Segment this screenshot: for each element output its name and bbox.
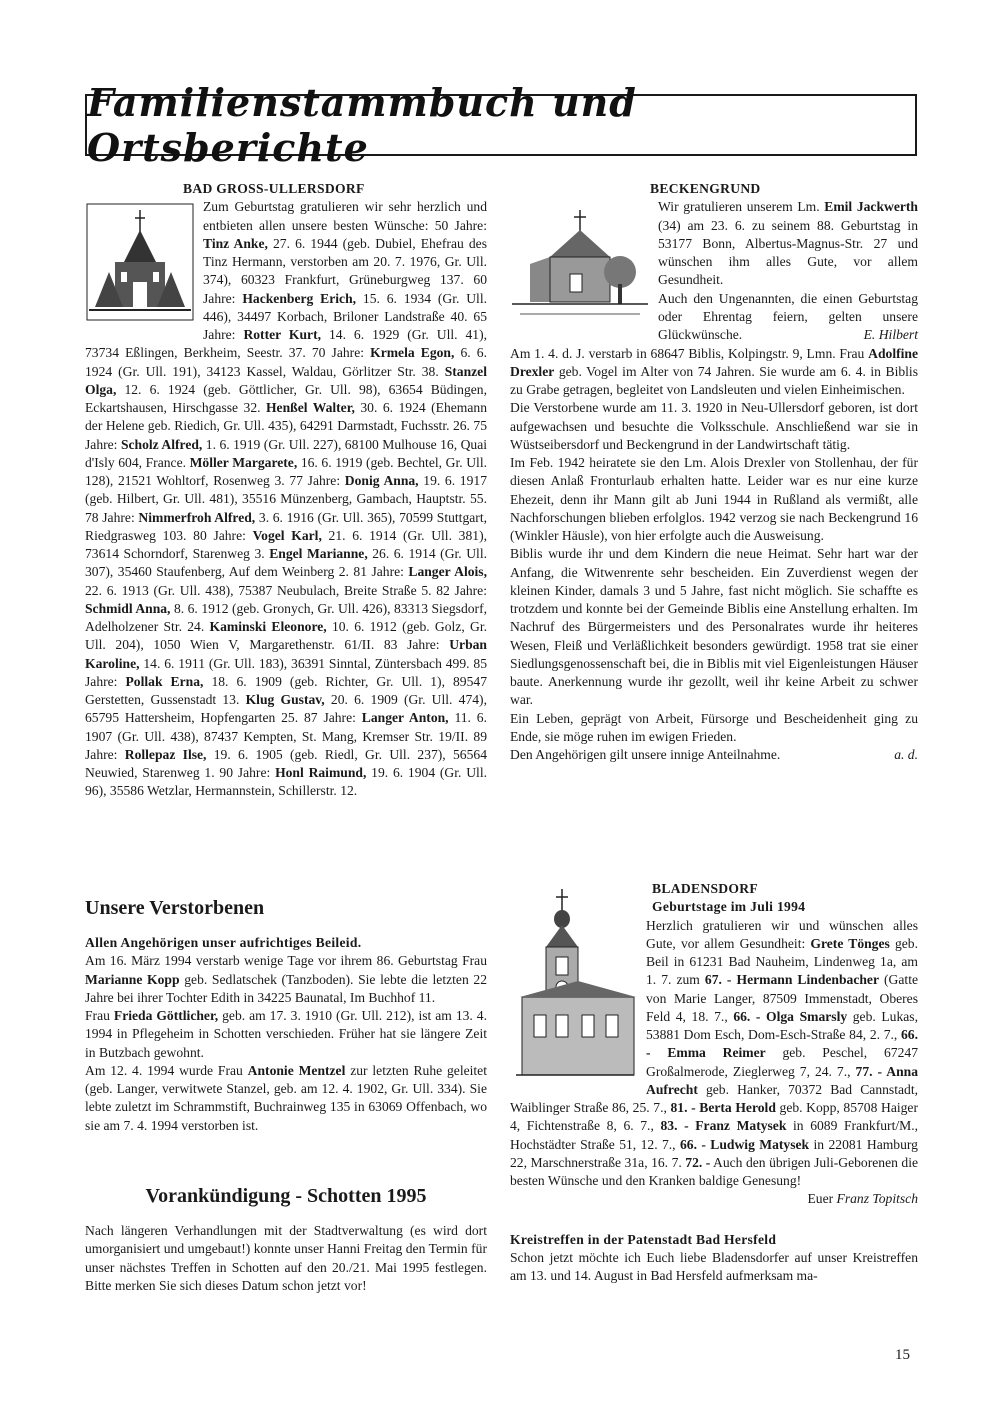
kreistreffen-text: Schon jetzt möchte ich Euch liebe Bladensdorfer auf unser Kreistreffen am 13. und 14. August in Bad Hersfeld aufmerksam ma- xyxy=(510,1249,918,1283)
section-bladensdorf xyxy=(510,880,918,1285)
section-title-verstorbene: Unsere Verstorbenen xyxy=(85,897,265,919)
drexler-bio-1: Die Verstorbene wurde am 11. 3. 1920 in Neu-Ullersdorf geboren, ist dort aufgewachsen und besuchte die Volksschule. Anschließend war sie in Wüstseibersdorf und Beckengrund in der Landwirtschaft tätig. xyxy=(510,400,918,452)
section-title-vorankuendigung: Vorankündigung - Schotten 1995 xyxy=(145,1185,427,1207)
section-bad-gross-ullersdorf: BAD GROSS-ULLERSDORF Zum Geburtstag gratulieren wir sehr herzlich und entbieten allen unsere besten Wünsche: 50 Jahre: Tinz Anke, 27. 6. 1944 (geb. Dubiel, Ehefrau des Tinz Hermann, verstorben am 20. 7. 1976, Gr. Ull. 374), 60323 Frankfurt, Grüneburgweg 137. 60 Jahre: Hackenberg Erich, 15. 6. 1934 (Gr. Ull. 446), 34497 Korbach, Briloner Landstraße 40. 65 Jahre: Rotter Kurt, 14. 6. 1929 (Gr. Ull. 41), 73734 Eßlingen, Berkheim, Seestr. 37. 70 Jahre: Krmela Egon, 6. 6. 1924 (Gr. Ull. 191), 34123 Kassel, Waldau, Görlitzer Str. 38. Stanzel Olga, 12. 6. 1924 (geb. Göttlicher, Gr. Ull. 98), 63654 Büdingen, Eckartshausen, Hirschgasse 32. Henßel Walter, 30. 6. 1924 (Ehemann der Helene geb. Riedich, Gr. Ull. 435), 64291 Darmstadt, Fuchsstr. 26. 75 Jahre: Scholz Alfred, 1. 6. 1919 (Gr. Ull. 227), 68100 Mulhouse 16, Quai d'Isly 604, France. Möller Margarete, 16. 6. 1919 (geb. Bechtel, Gr. Ull. 128), 21521 Wohltorf, Rosenweg 3. 77 Jahre: Donig Anna, 19. 6. 1917 (geb. Hilbert, Gr. Ull. 481), 35516 Münzenberg, Gambach, Hauptstr. 55. 78 Jahre: Nimmerfroh Alfred, 3. 6. 1916 (Gr. Ull. 365), 70599 Stuttgart, Riedgrasweg 103. 80 Jahre: Vogel Karl, 21. 6. 1914 (Gr. Ull. 381), 73614 Schorndorf, Starenweg 3. Engel Marianne, 26. 6. 1914 (Gr. Ull. 307), 35460 Staufenberg, Auf dem Weinberg 2. 81 Jahre: Langer Alois, 22. 6. 1913 (Gr. Ull. 438), 75387 Neubulach, Breite Straße 5. 82 Jahre: Schmidl Anna, 8. 6. 1912 (geb. Gronych, Gr. Ull. 426), 83313 Siegsdorf, Adelholzener Str. 24. Kaminski Eleonore, 10. 6. 1912 (geb. Golz, Gr. Ull. 204), 1050 Wien V, Margarethenstr. 61/II. 83 Jahre: Urban Karoline, 14. 6. 1911 (Gr. Ull. 183), 36391 Sinntal, Züntersbach 499. 85 Jahre: Pollak Erna, 18. 6. 1909 (geb. Richter, Gr. Ull. 1), 89547 Gerstetten, Gussenstadt 13. Klug Gustav, 20. 6. 1909 (Gr. Ull. 474), 65795 Hattersheim, Hopfengarten 25. 87 Jahre: Langer Anton, 11. 6. 1907 (Gr. Ull. 438), 87437 Kempten, St. Mang, Kremser Str. 19/II. 89 Jahre: Rollepaz Ilse, 19. 6. 1905 (geb. Riedl, Gr. Ull. 237), 56564 Neuwied, Starenweg 1. 90 Jahre: Honl Raimund, 19. 6. 1904 (Gr. Ull. 96), 35586 Wetzlar, Hermannstein, Schillerstr. 12. xyxy=(85,181,488,799)
verstorbene-subtitle: Allen Angehörigen unser aufrichtiges Beileid. xyxy=(85,935,362,950)
signature-topitsch: Euer Franz Topitsch xyxy=(807,1191,918,1207)
obituary-drexler: Am 1. 4. d. J. verstarb in 68647 Biblis, Kolpingstr. 9, Lmn. Frau Adolfine Drexler geb. Vogel im Alter von 74 Jahren. Sie wurde am 6. 4. in Biblis zu Grabe getragen, begleitet von Landsleuten und vielen Einheimischen. xyxy=(510,345,918,397)
obituary-kopp: Am 16. März 1994 verstarb wenige Tage vor ihrem 86. Geburtstag Frau Marianne Kopp geb. Sedlatschek (Tanzboden). Sie lebte die letzten 22 Jahre bei ihrer Tochter Edith in 34225 Baunatal, Im Buchhof 11. xyxy=(85,953,488,1005)
section-title-bladensdorf: BLADENSDORF xyxy=(652,881,759,896)
church-illustration-icon xyxy=(85,202,195,322)
signature-hilbert: E. Hilbert xyxy=(863,327,918,343)
signature-ad: a. d. xyxy=(894,747,918,762)
drexler-bio-4: Ein Leben, geprägt von Arbeit, Fürsorge und Bescheidenheit ging zu Ende, sie möge ruhen im ewigen Frieden. xyxy=(510,710,918,744)
section-verstorbene xyxy=(85,896,487,1135)
section-title-beckengrund: BECKENGRUND xyxy=(650,181,761,196)
section-beckengrund xyxy=(510,180,918,764)
bladensdorf-birthdays: Herzlich gratulieren wir und wünschen alles Gute, vor allem Gesundheit: Grete Tönges geb. Beil in 61231 Bad Nauheim, Lindenweg 1a, am 1. 7. zum 67. - Hermann Lindenbacher (Gatte von Marie Langer, 87509 Immenstadt, Oberes Feld 4, 18. 7., 66. - Olga Smarsly geb. Lukas, 53881 Dom Esch, Dom-Esch-Straße 84, 2. 7., 66. - Emma Reimer geb. Peschel, 67247 Großalmerode, Zieglerweg 7, 24. 7., 77. - Anna Aufrecht geb. Hanker, 70372 Bad Cannstadt, Waiblinger Straße 86, 25. 7., 81. - Berta Herold geb. Kopp, 85708 Haiger 4, Fichtenstraße 8, 6. 7., 83. - Franz Matysek in 6089 Frankfurt/M., Hochstädter Straße 51, 12. 7., 66. - Ludwig Matysek in 22081 Hamburg 22, Marschnerstraße 31a, 16. 7. 72. - Auch den übrigen Juli-Geborenen die besten Wünsche und den Kranken baldige Genesung! xyxy=(510,917,919,1188)
section-title-kreistreffen: Kreistreffen in der Patenstadt Bad Hersfeld xyxy=(510,1231,777,1247)
church-tower-illustration-icon xyxy=(510,885,638,1085)
section-title-bad-gross-ullersdorf: BAD GROSS-ULLERSDORF xyxy=(183,181,365,196)
beckengrund-others: Auch den Ungenannten, die einen Geburtstag oder Ehrentag feiern, gelten unsere Glückwünsche. xyxy=(658,290,918,342)
chapel-illustration-icon xyxy=(510,202,650,324)
drexler-bio-2: Im Feb. 1942 heiratete sie den Lm. Alois Drexler von Stollenhau, der für diesen Anlaß Fronturlaub erhalten hatte. Leider war es nur eine kurze Ehezeit, denn ihr Mann gilt ab Juni 1944 in Rußland als vermißt, alle Nachforschungen blieben erfolglos. 1942 verzog sie nach Beckengrund 16 (Winkler Häusle), von hier erfolgte auch die Ausweisung. xyxy=(510,455,918,543)
section-vorankuendigung xyxy=(85,1184,487,1295)
page-title: Familienstammbuch und Ortsberichte xyxy=(87,80,637,170)
beckengrund-greeting: Wir gratulieren unserem Lm. Emil Jackwerth (34) am 23. 6. zu seinem 88. Geburtstag in 53177 Bonn, Albertus-Magnus-Str. 27 und wünschen ihm alles Gute, vor allem Gesundheit. xyxy=(658,199,918,288)
obituary-goettlicher: Frau Frieda Göttlicher, geb. am 17. 3. 1910 (Gr. Ull. 212), ist am 13. 4. 1994 in Pflegeheim in Schotten verschieden. Früher hat sie längere Zeit in Butzbach gewohnt. xyxy=(85,1008,487,1060)
obituary-mentzel: Am 12. 4. 1994 wurde Frau Antonie Mentzel zur letzten Ruhe geleitet (geb. Langer, verwitwete Stanzel, geb. am 12. 4. 1902, Gr. Ull. 334). Sie lebte zuletzt im Schrammstift, Buchrainweg 135 in 63069 Offenbach, wo sie am 7. 4. 1994 verstorben ist. xyxy=(85,1062,487,1133)
drexler-bio-3: Biblis wurde ihr und dem Kindern die neue Heimat. Sehr hart war der Anfang, die Witwenrente sehr bescheiden. Ein Zuverdienst wegen der kleinen Kinder, damals 3 und 5 Jahre, fast nicht möglich. Sie schaffte es trotzdem und konnte bei der Gemeinde Biblis eine Anstellung erhalten. Im Nachruf des Bürgermeisters und des Personalrates wurde ihr heiteres Wesen, Fleiß und Verläßlichkeit besonders gewürdigt. 1958 trat sie einer Siedlungsgenossenschaft bei, die in Biblis mit viel Eigenleistungen Häuser baute. Anerkennung wurde ihr gezollt, weil ihr keine Arbeit zu schwer war. xyxy=(510,546,918,708)
vorankuendigung-text: Nach längeren Verhandlungen mit der Stadtverwaltung (es wird dort umorganisiert und umgebaut!) konnte unser Hanni Freitag den Termin für unser nächstes Treffen in Schotten auf den 20./21. Mai 1995 festlegen. Bitte merken Sie sich dieses Datum schon jetzt vor! xyxy=(85,1223,487,1293)
bladensdorf-subtitle: Geburtstage im Juli 1994 xyxy=(652,899,806,915)
header-banner xyxy=(85,80,917,170)
page-number: 15 xyxy=(895,1347,910,1363)
condolence-line: Den Angehörigen gilt unsere innige Anteilnahme. xyxy=(510,747,781,762)
